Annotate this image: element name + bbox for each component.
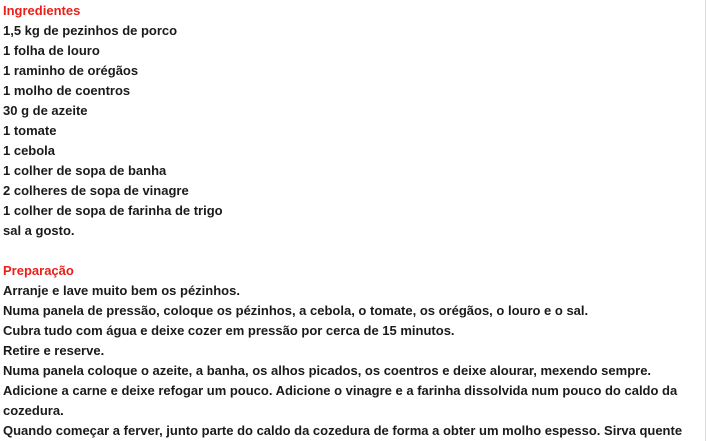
- preparation-line: Cubra tudo com água e deixe cozer em pressão por cerca de 15 minutos.: [3, 323, 455, 338]
- preparation-line: Retire e reserve.: [3, 343, 105, 358]
- ingredients-list: [3, 21, 705, 241]
- preparation-line: Quando começar a ferver, junto parte do caldo da cozedura de forma a obter um molho espesso. Sirva quente: [3, 423, 683, 438]
- ingredient-item: 1,5 kg de pezinhos de porco: [3, 23, 178, 38]
- ingredients-heading: Ingredientes: [3, 3, 81, 18]
- ingredient-item: 1 colher de sopa de banha: [3, 163, 167, 178]
- preparation-line: cozedura.: [3, 403, 64, 418]
- ingredient-item: 1 colher de sopa de farinha de trigo: [3, 203, 223, 218]
- ingredient-item: 2 colheres de sopa de vinagre: [3, 183, 189, 198]
- preparation-line: Arranje e lave muito bem os pézinhos.: [3, 283, 240, 298]
- ingredient-item: 30 g de azeite: [3, 103, 88, 118]
- ingredient-item: 1 cebola: [3, 143, 56, 158]
- ingredient-item: sal a gosto.: [3, 223, 75, 238]
- section-spacer: [3, 241, 705, 261]
- ingredient-item: 1 raminho de orégãos: [3, 63, 139, 78]
- ingredient-item: 1 molho de coentros: [3, 83, 131, 98]
- preparation-steps: [3, 281, 705, 441]
- preparation-line: Numa panela coloque o azeite, a banha, os alhos picados, os coentros e deixe alourar, mexendo sempre.: [3, 363, 652, 378]
- preparation-heading: Preparação: [3, 263, 74, 278]
- preparation-line: Numa panela de pressão, coloque os pézinhos, a cebola, o tomate, os orégãos, o louro e o sal.: [3, 303, 589, 318]
- ingredient-item: 1 folha de louro: [3, 43, 100, 58]
- preparation-line: Adicione a carne e deixe refogar um pouco. Adicione o vinagre e a farinha dissolvida num pouco do caldo da: [3, 383, 678, 398]
- ingredient-item: 1 tomate: [3, 123, 57, 138]
